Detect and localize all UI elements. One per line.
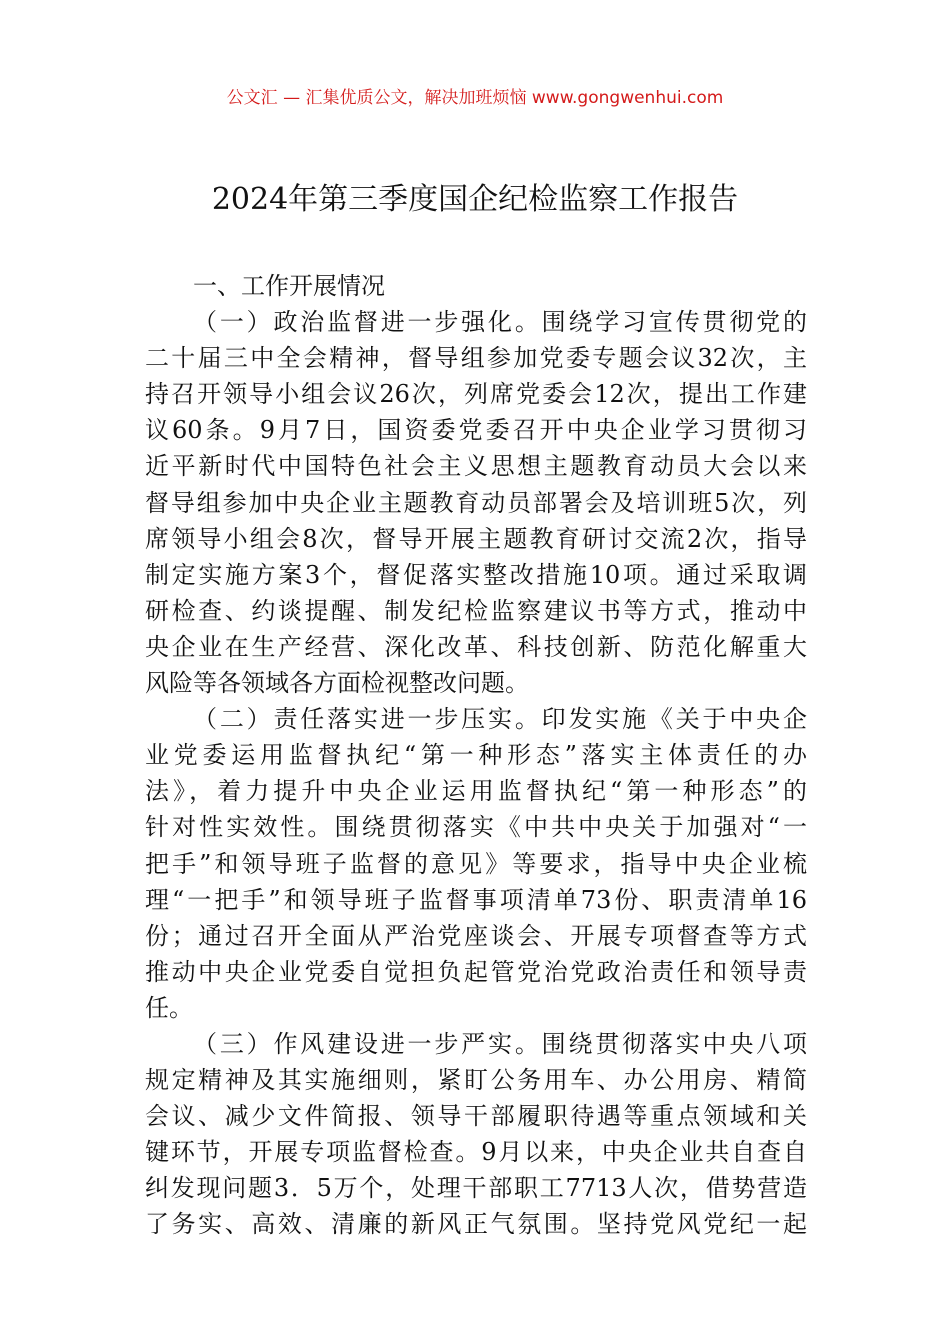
paragraph-line: 任。: [145, 993, 193, 1022]
paragraph-line: 会议、减少文件简报、领导干部履职待遇等重点领域和关: [145, 1102, 807, 1131]
paragraph-line: 督导组参加中央企业主题教育动员部署会及培训班5次，列: [145, 488, 807, 517]
paragraph-line: （三）作风建设进一步严实。围绕贯彻落实中央八项: [193, 1029, 807, 1058]
paragraph-line: 议60条。9月7日，国资委党委召开中央企业学习贯彻习: [145, 416, 807, 445]
paragraph-line: 近平新时代中国特色社会主义思想主题教育动员大会以来: [145, 452, 807, 481]
section-heading: 一、工作开展情况: [193, 272, 385, 300]
paragraph-line: 把手”和领导班子监督的意见》等要求，指导中央企业梳: [145, 849, 807, 878]
paragraph-line: 风险等各领域各方面检视整改问题。: [145, 669, 529, 698]
paragraph-line: 针对性实效性。围绕贯彻落实《中共中央关于加强对“一: [145, 813, 807, 842]
paragraph-line: 业党委运用监督执纪“第一种形态”落实主体责任的办: [145, 741, 807, 770]
paragraph-line: 纠发现问题3．5万个，处理干部职工7713人次，借势营造: [145, 1174, 807, 1203]
paragraph-line: 二十届三中全会精神，督导组参加党委专题会议32次，主: [145, 344, 807, 373]
paragraph-line: 席领导小组会8次，督导开展主题教育研讨交流2次，指导: [145, 524, 807, 553]
paragraph-line: 规定精神及其实施细则，紧盯公务用车、办公用房、精简: [145, 1066, 807, 1095]
paragraph-line: 持召开领导小组会议26次，列席党委会12次，提出工作建: [145, 380, 807, 409]
paragraph-line: （一）政治监督进一步强化。围绕学习宣传贯彻党的: [193, 308, 807, 337]
paragraph-line: 法》，着力提升中央企业运用监督执纪“第一种形态”的: [145, 777, 807, 806]
paragraph-line: 键环节，开展专项监督检查。9月以来，中央企业共自查自: [145, 1138, 807, 1167]
paragraph-line: 央企业在生产经营、深化改革、科技创新、防范化解重大: [145, 632, 807, 661]
paragraph-line: 理“一把手”和领导班子监督事项清单73份、职责清单16: [145, 885, 807, 914]
document-body: [145, 268, 807, 1243]
site-banner[interactable]: 公文汇 — 汇集优质公文，解决加班烦恼 www.gongwenhui.com: [226, 88, 724, 108]
document-title: 2024年第三季度国企纪检监察工作报告: [211, 182, 739, 217]
paragraph-line: 份；通过召开全面从严治党座谈会、开展专项督查等方式: [145, 921, 807, 950]
paragraph-line: 制定实施方案3个，督促落实整改措施10项。通过采取调: [145, 560, 807, 589]
paragraph-line: 研检查、约谈提醒、制发纪检监察建议书等方式，推动中: [145, 596, 807, 625]
paragraph-line: 了务实、高效、清廉的新风正气氛围。坚持党风党纪一起: [145, 1210, 807, 1239]
paragraph-3: [145, 1026, 807, 1243]
paragraph-line: 推动中央企业党委自觉担负起管党治党政治责任和领导责: [145, 957, 807, 986]
paragraph-line: （二）责任落实进一步压实。印发实施《关于中央企: [193, 705, 807, 734]
paragraph-1: [145, 304, 807, 701]
paragraph-2: [145, 701, 807, 1026]
